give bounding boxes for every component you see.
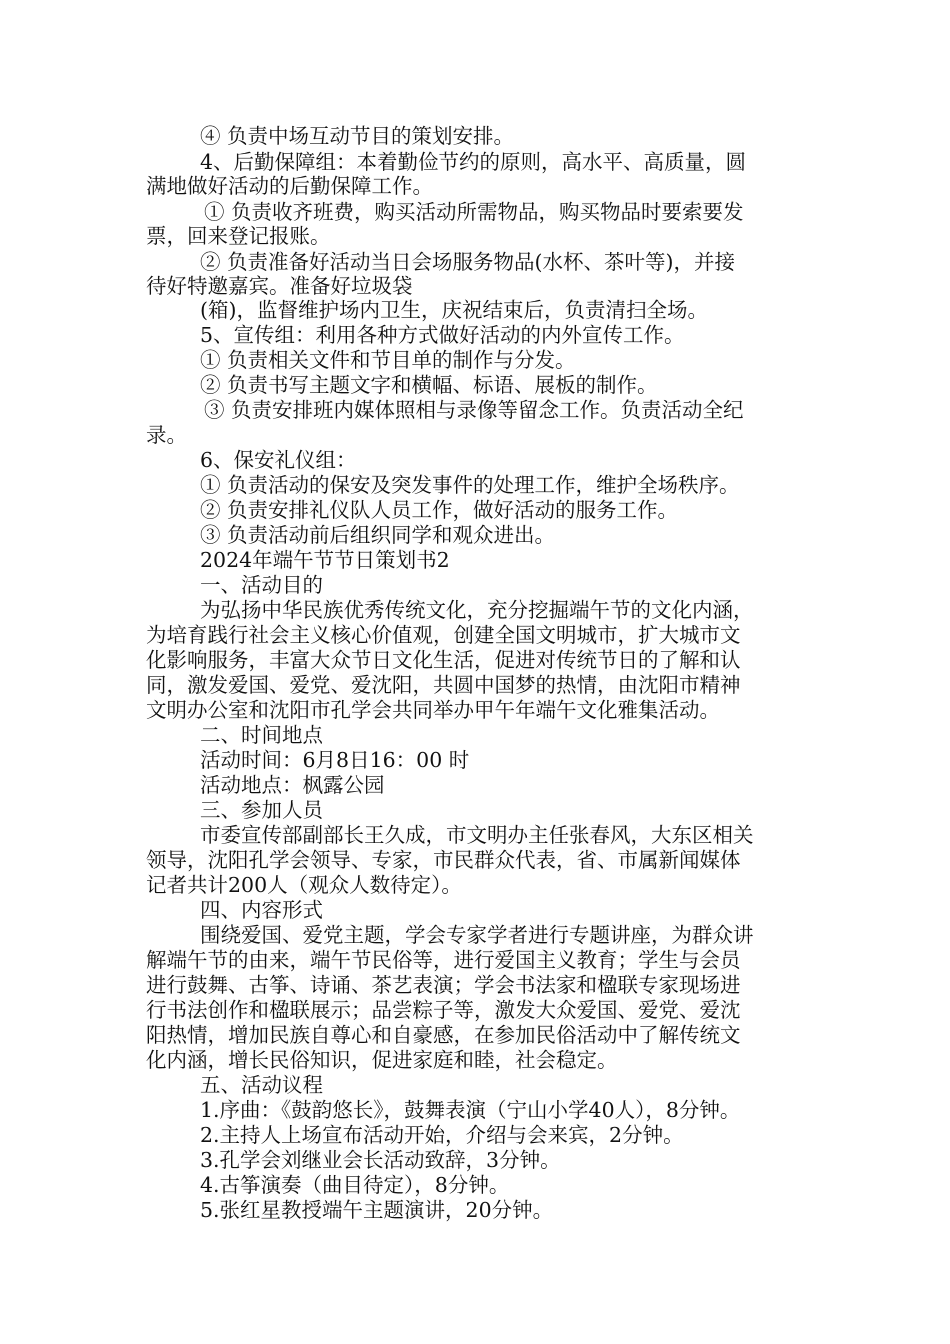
text-line: ③ 负责活动前后组织同学和观众进出。 — [200, 523, 556, 547]
text-line: 4、后勤保障组：本着勤俭节约的原则，高水平、高质量，圆 — [200, 150, 747, 174]
text-line: 围绕爱国、爱党主题，学会专家学者进行专题讲座，为群众讲 — [200, 923, 754, 947]
section-title: 2024年端午节节日策划书2 — [200, 548, 450, 572]
text-line: 化内涵，增长民俗知识，促进家庭和睦，社会稳定。 — [146, 1048, 618, 1072]
text-line: 待好特邀嘉宾。准备好垃圾袋 — [146, 274, 413, 298]
text-line: 满地做好活动的后勤保障工作。 — [146, 174, 433, 198]
section-heading: 四、内容形式 — [200, 898, 323, 922]
text-line: 解端午节的由来，端午节民俗等，进行爱国主义教育；学生与会员 — [146, 948, 741, 972]
text-line: 阳热情，增加民族自尊心和自豪感，在参加民俗活动中了解传统文 — [146, 1023, 741, 1047]
section-heading: 三、参加人员 — [200, 798, 323, 822]
text-line: 为弘扬中华民族优秀传统文化，充分挖掘端午节的文化内涵， — [200, 598, 754, 622]
list-item: 3.孔学会刘继业会长活动致辞，3分钟。 — [200, 1148, 561, 1172]
text-line: 领导，沈阳孔学会领导、专家，市民群众代表，省、市属新闻媒体 — [146, 848, 741, 872]
section-heading: 二、时间地点 — [200, 723, 323, 747]
text-line: 录。 — [146, 423, 187, 447]
text-line: ② 负责安排礼仪队人员工作，做好活动的服务工作。 — [200, 498, 679, 522]
text-line: 文明办公室和沈阳市孔学会共同举办甲午年端午文化雅集活动。 — [146, 698, 720, 722]
text-line: 行书法创作和楹联展示；品尝粽子等，激发大众爱国、爱党、爱沈 — [146, 998, 741, 1022]
text-line: 6、保安礼仪组： — [200, 448, 357, 472]
text-line: (箱)，监督维护场内卫生，庆祝结束后，负责清扫全场。 — [200, 298, 708, 322]
text-line: 同，激发爱国、爱党、爱沈阳，共圆中国梦的热情，由沈阳市精神 — [146, 673, 741, 697]
text-line: ③ 负责安排班内媒体照相与录像等留念工作。负责活动全纪 — [204, 398, 744, 422]
text-line: ① 负责相关文件和节目单的制作与分发。 — [200, 348, 576, 372]
text-line: ① 负责收齐班费，购买活动所需物品，购买物品时要索要发 — [204, 200, 744, 224]
text-line: 票，回来登记报账。 — [146, 224, 331, 248]
list-item: 2.主持人上场宣布活动开始，介绍与会来宾，2分钟。 — [200, 1123, 684, 1147]
text-line: 活动地点：枫露公园 — [200, 773, 385, 797]
text-line: 为培育践行社会主义核心价值观，创建全国文明城市，扩大城市文 — [146, 623, 741, 647]
text-line: 进行鼓舞、古筝、诗诵、茶艺表演；学会书法家和楹联专家现场进 — [146, 973, 741, 997]
text-line: 记者共计200人（观众人数待定）。 — [146, 873, 462, 897]
list-item: 1.序曲：《鼓韵悠长》，鼓舞表演（宁山小学40人），8分钟。 — [200, 1098, 741, 1122]
section-heading: 五、活动议程 — [200, 1073, 323, 1097]
list-item: 5.张红星教授端午主题演讲，20分钟。 — [200, 1198, 554, 1222]
text-line: 5、宣传组：利用各种方式做好活动的内外宣传工作。 — [200, 323, 685, 347]
text-line: ① 负责活动的保安及突发事件的处理工作，维护全场秩序。 — [200, 473, 740, 497]
text-line: 化影响服务，丰富大众节日文化生活，促进对传统节日的了解和认 — [146, 648, 741, 672]
text-line: ② 负责书写主题文字和横幅、标语、展板的制作。 — [200, 373, 658, 397]
section-heading: 一、活动目的 — [200, 573, 323, 597]
text-line: ② 负责准备好活动当日会场服务物品(水杯、茶叶等)，并接 — [200, 250, 736, 274]
text-line: 市委宣传部副部长王久成，市文明办主任张春风，大东区相关 — [200, 823, 754, 847]
text-line: 活动时间：6月8日16：00 时 — [200, 748, 470, 772]
list-item: 4.古筝演奏（曲目待定），8分钟。 — [200, 1173, 510, 1197]
text-line: ④ 负责中场互动节目的策划安排。 — [200, 124, 515, 148]
